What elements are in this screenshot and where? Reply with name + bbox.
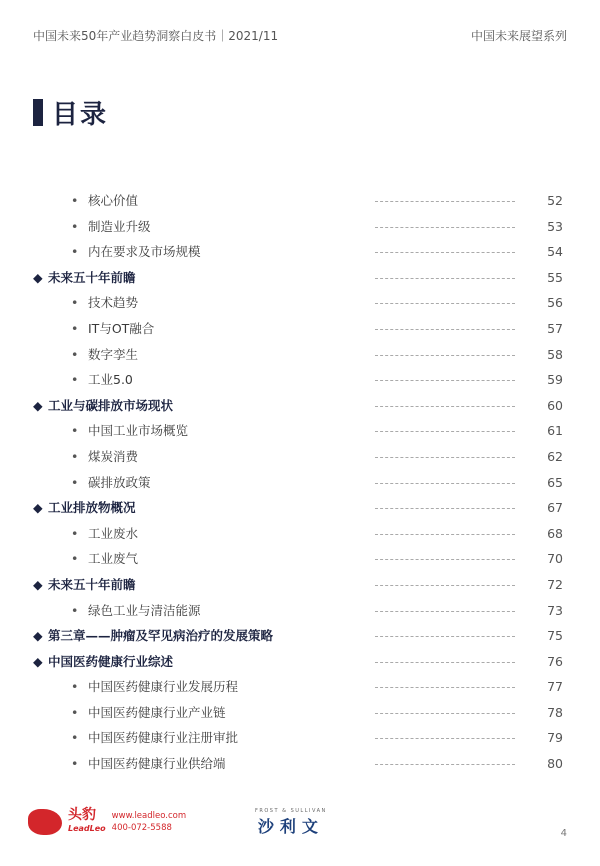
dot-bullet-icon: •: [71, 372, 79, 388]
toc-entry-label: 工业与碳排放市场现状: [48, 397, 174, 413]
toc-entry[interactable]: [0, 444, 600, 470]
toc-entry[interactable]: [0, 342, 600, 368]
diamond-bullet-icon: ◆: [33, 576, 43, 592]
dotted-leader: [375, 329, 515, 330]
toc-entry-label: 未来五十年前瞻: [48, 576, 136, 592]
dot-bullet-icon: •: [71, 218, 79, 234]
diamond-bullet-icon: ◆: [33, 653, 43, 669]
toc-page-number: 54: [547, 244, 563, 260]
toc-page-number: 62: [547, 448, 563, 464]
toc-entry-label: 煤炭消费: [88, 448, 139, 464]
dot-bullet-icon: •: [71, 448, 79, 464]
page-title: 目录: [52, 100, 109, 130]
dot-bullet-icon: •: [71, 756, 79, 772]
dot-bullet-icon: •: [71, 525, 79, 541]
partner-en: FROST & SULLIVAN: [255, 808, 327, 814]
toc-entry-label: 工业排放物概况: [48, 500, 136, 516]
dot-bullet-icon: •: [71, 423, 79, 439]
toc-entry[interactable]: [0, 418, 600, 444]
dot-bullet-icon: •: [71, 320, 79, 336]
dotted-leader: [375, 227, 515, 228]
dotted-leader: [375, 662, 515, 663]
phone-number: 400-072-5588: [111, 823, 172, 833]
toc-entry[interactable]: [0, 725, 600, 751]
toc-entry-label: 中国医药健康行业综述: [48, 653, 174, 669]
dot-bullet-icon: •: [71, 551, 79, 567]
toc-page-number: 77: [547, 679, 563, 695]
toc-entry[interactable]: [0, 239, 600, 265]
toc-entry-label: IT与OT融合: [88, 320, 155, 336]
dot-bullet-icon: •: [71, 679, 79, 695]
dot-bullet-icon: •: [71, 295, 79, 311]
partner-cn: 沙利文: [257, 817, 324, 836]
toc-page-number: 57: [547, 320, 563, 336]
dotted-leader: [375, 764, 515, 765]
dotted-leader: [375, 713, 515, 714]
brand-cn: 头豹: [68, 807, 96, 823]
dotted-leader: [375, 406, 515, 407]
dotted-leader: [375, 559, 515, 560]
toc-page-number: 72: [547, 576, 563, 592]
title-accent-bar: [33, 99, 43, 126]
dotted-leader: [375, 431, 515, 432]
toc-entry-label: 碳排放政策: [88, 474, 151, 490]
toc-entry-label: 工业废水: [88, 525, 139, 541]
toc-entry[interactable]: [0, 495, 600, 521]
dot-bullet-icon: •: [71, 346, 79, 362]
dotted-leader: [375, 380, 515, 381]
diamond-bullet-icon: ◆: [33, 397, 43, 413]
dotted-leader: [375, 303, 515, 304]
toc-entry[interactable]: [0, 521, 600, 547]
toc-page-number: 53: [547, 218, 563, 234]
dot-bullet-icon: •: [71, 474, 79, 490]
leadleo-logo: [28, 808, 186, 836]
toc-page-number: 75: [547, 628, 563, 644]
toc-entry-label: 工业废气: [88, 551, 139, 567]
dot-bullet-icon: •: [71, 193, 79, 208]
toc-entry[interactable]: [0, 265, 600, 291]
toc-entry[interactable]: [0, 598, 600, 624]
toc-entry-label: 核心价值: [88, 193, 139, 208]
dotted-leader: [375, 585, 515, 586]
toc-entry-label: 绿色工业与清洁能源: [88, 602, 201, 618]
dotted-leader: [375, 457, 515, 458]
toc-entry[interactable]: [0, 649, 600, 675]
toc-entry-label: 内在要求及市场规模: [88, 244, 201, 260]
toc-entry[interactable]: [0, 572, 600, 598]
toc-entry-label: 第三章——肿瘤及罕见病治疗的发展策略: [48, 628, 274, 644]
toc-page-number: 80: [547, 756, 563, 772]
toc-entry-label: 未来五十年前瞻: [48, 269, 136, 285]
toc-page-number: 59: [547, 372, 563, 388]
toc-page-number: 61: [547, 423, 563, 439]
dotted-leader: [375, 534, 515, 535]
toc-page-number: 52: [547, 193, 563, 208]
toc-page-number: 73: [547, 602, 563, 618]
series-name: 中国未来展望系列: [470, 29, 567, 43]
dotted-leader: [375, 278, 515, 279]
toc-entry-label: 技术趋势: [88, 295, 139, 311]
toc-page-number: 55: [547, 269, 563, 285]
website-link[interactable]: www.leadleo.com: [111, 811, 187, 821]
toc-entry[interactable]: [0, 290, 600, 316]
frost-sullivan-logo: [255, 808, 327, 837]
document-header-title: 中国未来50年产业趋势洞察白皮书｜2021/11: [33, 29, 279, 43]
toc-page-number: 78: [547, 704, 563, 720]
dotted-leader: [375, 201, 515, 202]
toc-page-number: 56: [547, 295, 563, 311]
toc-entry[interactable]: [0, 751, 600, 777]
toc-entry[interactable]: [0, 393, 600, 419]
toc-entry-label: 数字孪生: [88, 346, 139, 362]
dotted-leader: [375, 611, 515, 612]
toc-entry[interactable]: [0, 470, 600, 496]
toc-entry-label: 中国医药健康行业发展历程: [88, 679, 239, 695]
dotted-leader: [375, 483, 515, 484]
dotted-leader: [375, 636, 515, 637]
toc-page-number: 67: [547, 500, 563, 516]
toc-entry-label: 中国工业市场概览: [88, 423, 189, 439]
toc-entry[interactable]: [0, 316, 600, 342]
brand-en: LeadLeo: [68, 824, 106, 833]
toc-entry[interactable]: [0, 623, 600, 649]
diamond-bullet-icon: ◆: [33, 500, 43, 516]
dot-bullet-icon: •: [71, 704, 79, 720]
dotted-leader: [375, 687, 515, 688]
leopard-icon: [28, 809, 62, 835]
toc-entry-label: 制造业升级: [88, 218, 151, 234]
toc-entry-label: 中国医药健康行业产业链: [88, 704, 226, 720]
toc-entry[interactable]: [0, 367, 600, 393]
page-number: 4: [560, 828, 567, 839]
toc-entry[interactable]: [0, 674, 600, 700]
toc-entry[interactable]: [0, 214, 600, 240]
dotted-leader: [375, 355, 515, 356]
toc-entry[interactable]: [0, 546, 600, 572]
dotted-leader: [375, 508, 515, 509]
toc-page-number: 76: [547, 653, 563, 669]
toc-entry-label: 工业5.0: [88, 372, 133, 388]
dot-bullet-icon: •: [71, 602, 79, 618]
toc-entry[interactable]: [0, 700, 600, 726]
dotted-leader: [375, 252, 515, 253]
toc-page-number: 60: [547, 397, 563, 413]
diamond-bullet-icon: ◆: [33, 269, 43, 285]
toc-entry[interactable]: [0, 188, 600, 214]
diamond-bullet-icon: ◆: [33, 628, 43, 644]
toc-page-number: 70: [547, 551, 563, 567]
toc-entry-label: 中国医药健康行业供给端: [88, 756, 226, 772]
toc-entry-label: 中国医药健康行业注册审批: [88, 730, 239, 746]
table-of-contents: [0, 188, 600, 777]
dot-bullet-icon: •: [71, 730, 79, 746]
toc-page-number: 79: [547, 730, 563, 746]
dotted-leader: [375, 738, 515, 739]
toc-page-number: 68: [547, 525, 563, 541]
toc-page-number: 58: [547, 346, 563, 362]
toc-page-number: 65: [547, 474, 563, 490]
dot-bullet-icon: •: [71, 244, 79, 260]
